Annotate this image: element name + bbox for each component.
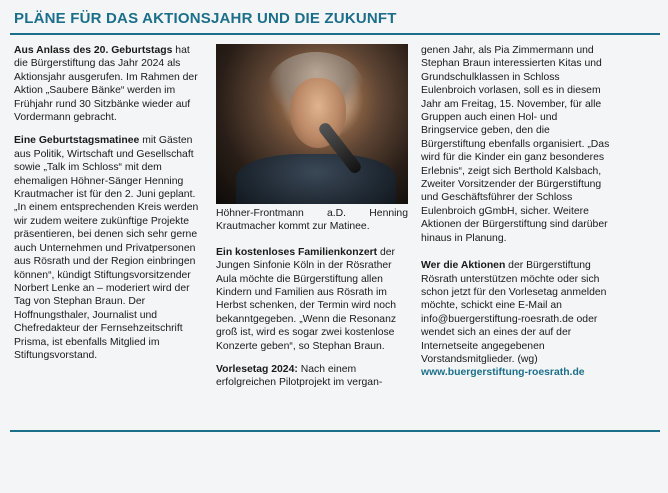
paragraph-matinee — [14, 134, 206, 362]
column-3 — [421, 44, 611, 390]
photo-caption: Höhner-Frontmann a.D. Henning Krautmacher kommt zur Matinee. — [216, 208, 408, 233]
paragraph-concert — [216, 246, 408, 353]
lead-concert: Ein kostenloses Familienkonzert — [216, 246, 378, 258]
paragraph-support — [421, 259, 611, 380]
headline-divider — [10, 33, 660, 35]
singer-photo — [216, 44, 408, 204]
paragraph-readingday — [216, 363, 408, 390]
paragraph-readingday-cont — [421, 44, 611, 245]
text-matinee: mit Gästen aus Politik, Wirtschaft und Gesellschaft sowie „Talk im Schloss“ mit dem ehemaligen Höhner-Sänger Henning Krautmacher ist für den 2. Juni geplant. „In einem entsprechenden Kreis werden wir zudem weitere zukünftige Projekte präsentieren, bei denen sich sehr gerne auch Unternehmen und Privatpersonen aus Rösrath und der Region einbringen können“, kündigt Stiftungsvorsitzender Norbert Lenke an – moderiert wird der Tag von Stephan Braun. Der Hoffnungsthaler, Journalist und Chefredakteur der Fernsehzeitschrift Prisma, ist ebenfalls Mitglied im Stiftungsvorstand. — [14, 135, 199, 361]
lead-readingday: Vorlesetag 2024: — [216, 364, 298, 376]
column-1 — [14, 44, 206, 372]
column-2 — [216, 44, 408, 400]
lead-support: Wer die Aktionen — [421, 260, 506, 272]
paragraph-anniversary — [14, 44, 206, 124]
text-concert: der Jungen Sinfonie Köln in der Rösrather Aula möchte die Bürgerstiftung allen Kindern und Familien aus Rösrath im Herbst schenken, der Termin wird noch bekanntgegeben. „Wenn die Resonanz groß ist, wird es sogar zwei kostenlose Konzerte geben“, so Stephan Braun. — [216, 246, 397, 352]
text-support: der Bürgerstiftung Rösrath unterstützen möchte oder sich schon jetzt für den Vorlesetag anmelden möchte, schickt eine E-Mail an info@buergerstiftung-roesrath.de oder wendet sich an eines der auf der Internetseite angegebenen Vorstandsmitglieder. (wg) — [421, 260, 607, 365]
lead-anniversary: Aus Anlass des 20. Geburtstags — [14, 45, 173, 56]
lead-matinee: Eine Geburtstagsmatinee — [14, 135, 140, 147]
article-headline: PLÄNE FÜR DAS AKTIONSJAHR UND DIE ZUKUNFT — [14, 10, 397, 27]
text-readingday: Nach einem erfolgreichen Pilotprojekt im vergan- — [216, 364, 383, 389]
website-link[interactable]: www.buergerstiftung-roesrath.de — [421, 367, 585, 379]
footer-divider — [10, 430, 660, 432]
text-readingday-cont: genen Jahr, als Pia Zimmermann und Stephan Braun interessierten Kitas und Grundschulklassen in Schloss Eulenbroich vorlasen, soll es in diesem Jahr am Freitag, 15. November, für alle Gruppen auch einen Hol- und Bringservice geben, den die Bürgerstiftung ebenfalls organisiert. „Das wird für die Kinder ein ganz besonderes Erlebnis“, zeigt sich Berthold Kalsbach, Zweiter Vorsitzender der Bürgerstiftung und Geschäftsführer der Schloss Eulenbroich gGmbH, sicher. Weitere Aktionen der Bürgerstiftung sind darüber hinaus in Planung. — [421, 45, 610, 244]
text-anniversary: hat die Bürgerstiftung das Jahr 2024 als Aktionsjahr ausgerufen. Im Rahmen der Aktion „Saubere Bänke“ werden im Frühjahr rund 30 Sitzbänke wieder auf Vordermann gebracht. — [14, 45, 198, 124]
